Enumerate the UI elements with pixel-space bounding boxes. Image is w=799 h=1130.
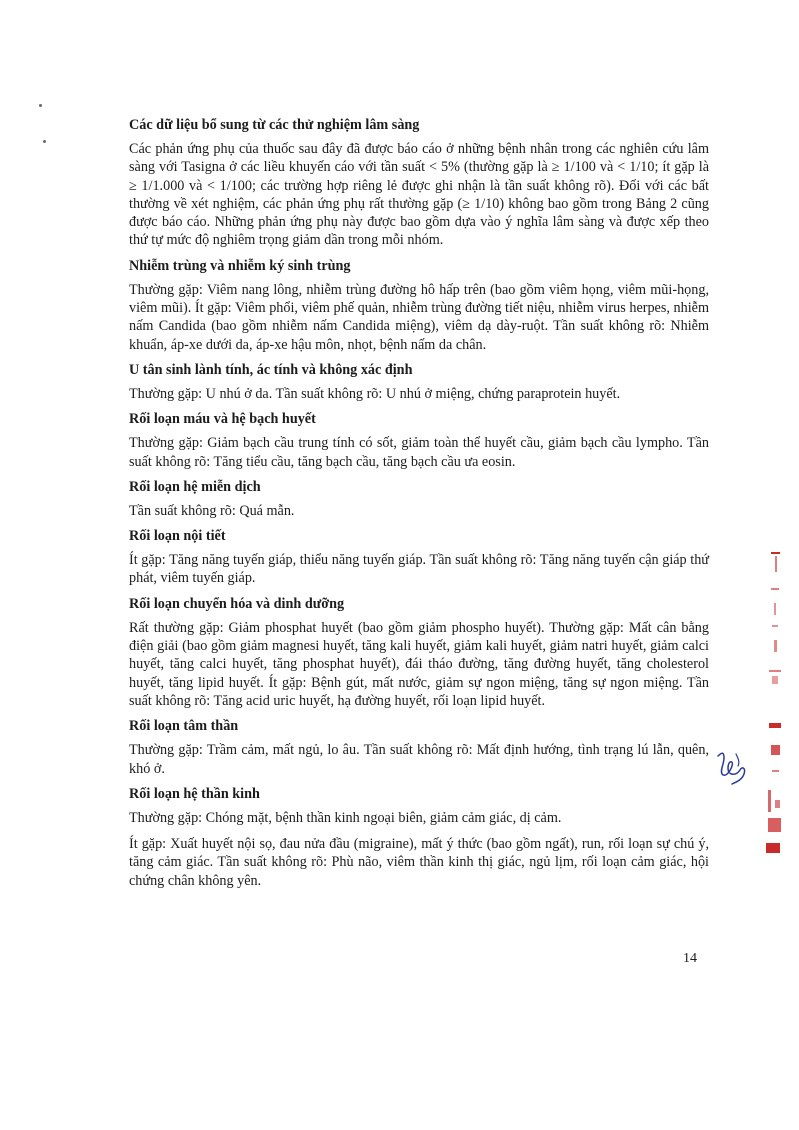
stamp-mark bbox=[771, 552, 780, 554]
section-heading: Rối loạn nội tiết bbox=[129, 528, 226, 545]
scan-speck bbox=[43, 140, 46, 143]
stamp-mark bbox=[772, 676, 778, 684]
section-heading: U tân sinh lành tính, ác tính và không xác định bbox=[129, 361, 413, 378]
section-psychiatric bbox=[129, 717, 709, 778]
section-paragraph: Rất thường gặp: Giảm phosphat huyết (bao gồm giảm phospho huyết). Thường gặp: Mất cân bằng điện giải (bao gồm giảm magnesi huyết, tăng kali huyết, giảm kali huyết, giảm natri huyết, giảm calci huyết, tăng calci huyết, tăng phosphat huyết), đái tháo đường, tăng đường huyết, tăng cholesterol huyết, tăng lipid huyết. Ít gặp: Bệnh gút, mất nước, giảm sự ngon miệng, tăng sự ngon miệng. Tần suất không rõ: Tăng acid uric huyết, hạ đường huyết, rối loạn lipid huyết. bbox=[129, 619, 709, 709]
section-infections bbox=[129, 257, 709, 354]
section-heading: Rối loạn máu và hệ bạch huyết bbox=[129, 411, 316, 428]
document-body bbox=[129, 116, 709, 897]
signature bbox=[712, 746, 752, 786]
stamp-mark bbox=[766, 843, 780, 853]
section-paragraph: Thường gặp: Trầm cảm, mất ngủ, lo âu. Tần suất không rõ: Mất định hướng, tình trạng lú lẫn, quên, khó ở. bbox=[129, 742, 709, 777]
stamp-mark bbox=[772, 625, 778, 627]
stamp-mark bbox=[774, 640, 777, 652]
stamp-mark bbox=[768, 790, 771, 812]
section-paragraph: Tần suất không rõ: Quá mẫn. bbox=[129, 502, 295, 519]
stamp-mark bbox=[775, 800, 780, 808]
section-nervous-system bbox=[129, 785, 709, 890]
section-paragraph: Thường gặp: Chóng mặt, bệnh thần kinh ngoại biên, giảm cảm giác, dị cảm. bbox=[129, 809, 562, 826]
scan-speck bbox=[39, 104, 42, 107]
section-heading: Nhiễm trùng và nhiễm ký sinh trùng bbox=[129, 257, 351, 274]
section-paragraph: Thường gặp: Viêm nang lông, nhiễm trùng đường hô hấp trên (bao gồm viêm họng, viêm mũi-họng, viêm mũi). Ít gặp: Viêm phổi, viêm phế quản, nhiễm trùng đường tiết niệu, nhiễm virus herpes, nhiễm nấm Candida (bao gồm nhiễm nấm Candida miệng), viêm dạ dày-ruột. Tần suất không rõ: Nhiễm khuẩn, áp-xe dưới da, áp-xe hậu môn, nhọt, bệnh nấm da chân. bbox=[129, 281, 709, 353]
stamp-mark bbox=[769, 670, 781, 672]
section-heading: Rối loạn tâm thần bbox=[129, 718, 239, 735]
section-endocrine bbox=[129, 527, 709, 588]
section-blood-lymphatic bbox=[129, 410, 709, 471]
stamp-mark bbox=[775, 556, 777, 572]
section-paragraph: Các phản ứng phụ của thuốc sau đây đã được báo cáo ở những bệnh nhân trong các nghiên cứu lâm sàng với Tasigna ở các liều khuyến cáo với tần suất < 5% (thường gặp là ≥ 1/100 và < 1/10; ít gặp là ≥ 1/1.000 và < 1/100; các trường hợp riêng lẻ được ghi nhận là tần suất không rõ). Đối với các bất thường về xét nghiệm, các phản ứng phụ rất thường gặp (≥ 1/10) không bao gồm trong Bảng 2 cũng được báo cáo. Những phản ứng phụ này được bao gồm dựa vào ý nghĩa lâm sàng và được xếp theo thứ tự mức độ nghiêm trọng giảm dần trong mỗi nhóm. bbox=[129, 141, 709, 249]
section-heading: Rối loạn hệ miễn dịch bbox=[129, 478, 261, 495]
section-paragraph: Ít gặp: Xuất huyết nội sọ, đau nửa đầu (migraine), mất ý thức (bao gồm ngất), run, rối loạn sự chú ý, tăng cảm giác. Tần suất không rõ: Phù não, viêm thần kinh thị giác, ngủ lịm, rối loạn cảm giác, hội chứng chân không yên. bbox=[129, 836, 709, 889]
stamp-mark bbox=[769, 723, 781, 728]
section-neoplasms bbox=[129, 361, 709, 403]
section-metabolism-nutrition bbox=[129, 595, 709, 710]
stamp-mark bbox=[768, 818, 781, 832]
section-immune-system bbox=[129, 478, 709, 520]
page-number: 14 bbox=[683, 951, 697, 966]
section-heading: Rối loạn hệ thần kinh bbox=[129, 785, 260, 802]
section-clinical-trial-data bbox=[129, 116, 709, 250]
section-paragraph: Thường gặp: Giảm bạch cầu trung tính có sốt, giảm toàn thể huyết cầu, giảm bạch cầu lympho. Tần suất không rõ: Tăng tiểu cầu, tăng bạch cầu, tăng bạch cầu ưa eosin. bbox=[129, 435, 709, 470]
stamp-mark bbox=[771, 588, 779, 590]
section-heading: Các dữ liệu bổ sung từ các thử nghiệm lâm sàng bbox=[129, 117, 420, 133]
stamp-mark bbox=[774, 603, 776, 615]
stamp-mark bbox=[771, 745, 780, 755]
section-paragraph: Thường gặp: U nhú ở da. Tần suất không rõ: U nhú ở miệng, chứng paraprotein huyết. bbox=[129, 385, 621, 402]
stamp-mark bbox=[772, 770, 779, 772]
section-paragraph: Ít gặp: Tăng năng tuyến giáp, thiểu năng tuyến giáp. Tần suất không rõ: Tăng năng tuyến cận giáp thứ phát, viêm tuyến giáp. bbox=[129, 552, 709, 587]
section-heading: Rối loạn chuyển hóa và dinh dưỡng bbox=[129, 595, 345, 612]
